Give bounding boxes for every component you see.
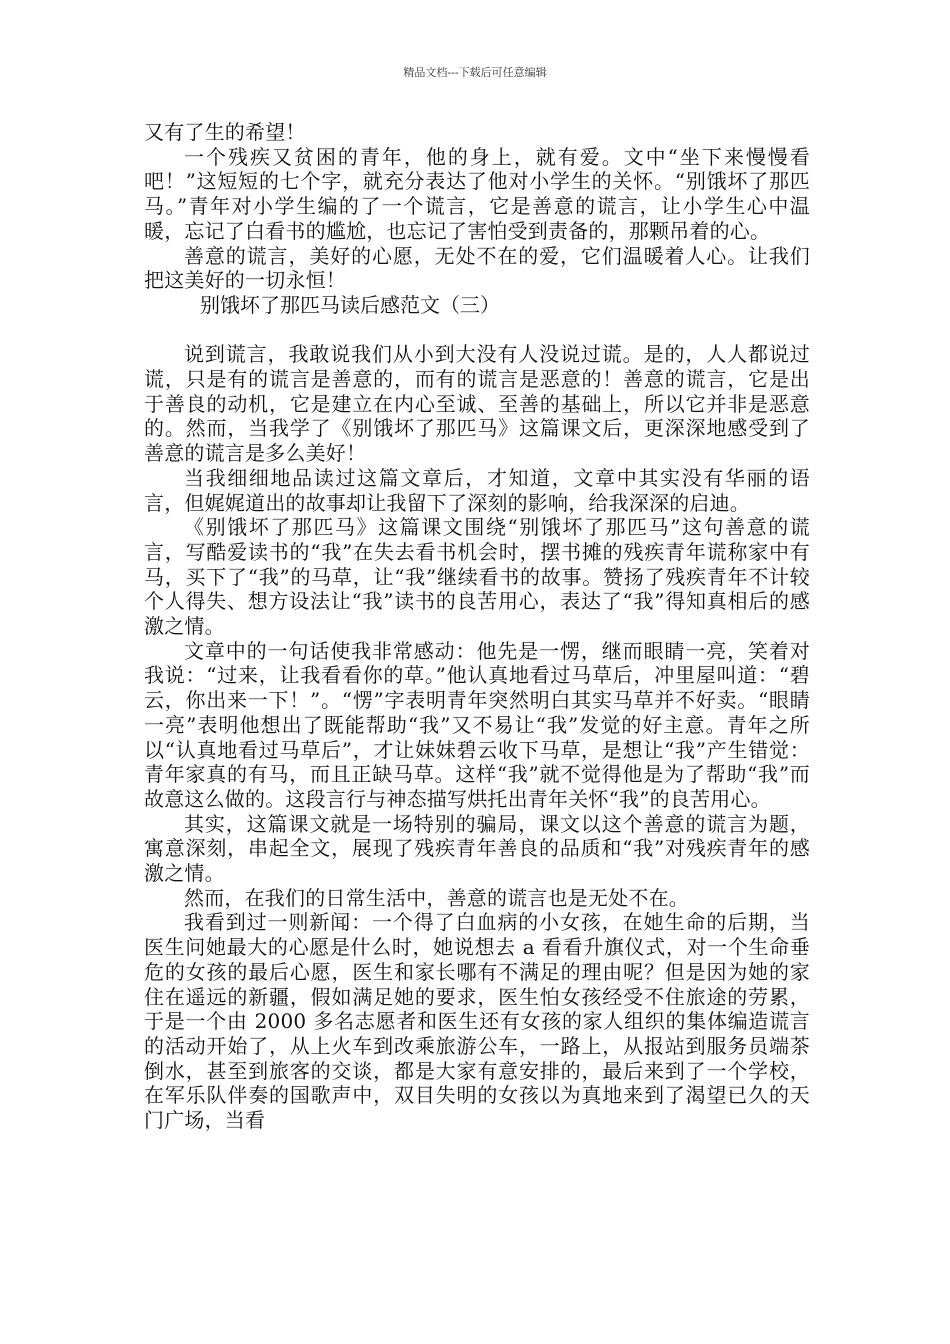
paragraph: 一个残疾又贫困的青年，他的身上，就有爱。文中“坐下来慢慢看吧！”这短短的七个字，就充分表达了他对小学生的关怀。“别饿坏了那匹马。”青年对小学生编的了一个谎言，它是善意的谎言，让小学生心中温暖，忘记了白看书的尴尬，也忘记了害怕受到责备的，那颗吊着的心。 [144,144,810,243]
paragraph: 当我细细地品读过这篇文章后，才知道，文章中其实没有华丽的语言，但娓娓道出的故事却让我留下了深刻的影响，给我深深的启迪。 [144,465,810,515]
paragraph: 其实，这篇课文就是一场特别的骗局，课文以这个善意的谎言为题，寓意深刻，串起全文，展现了残疾青年善良的品质和“我”对残疾青年的感激之情。 [144,811,810,886]
paragraph-continuation: 又有了生的希望！ [144,120,306,144]
paragraph: 说到谎言，我敢说我们从小到大没有人没说过谎。是的，人人都说过谎，只是有的谎言是善意的，而有的谎言是恶意的！善意的谎言，它是出于善良的动机，它是建立在内心至诚、至善的基础上，所以它并非是恶意的。然而，当我学了《别饿坏了那匹马》这篇课文后，更深深地感受到了善意的谎言是多么美好！ [144,342,810,466]
paragraph: 善意的谎言，美好的心愿，无处不在的爱，它们温暖着人心。让我们把这美好的一切永恒！ [144,243,810,293]
section-title: 别饿坏了那匹马读后感范文（三） [200,292,500,317]
blank-line [144,318,810,343]
paragraph: 《别饿坏了那匹马》这篇课文围绕“别饿坏了那匹马”这句善意的谎言，写酷爱读书的“我”在失去看书机会时，摆书摊的残疾青年谎称家中有马，买下了“我”的马草，让“我”继续看书的故事。赞扬了残疾青年不计较个人得失、想方设法让“我”读书的良苦用心，表达了“我”得知真相后的感激之情。 [144,515,810,639]
document-body [144,120,810,1133]
paragraph: 我看到过一则新闻：一个得了白血病的小女孩，在她生命的后期，当医生问她最大的心愿是什么时，她说想去 a 看看升旗仪式，对一个生命垂危的女孩的最后心愿，医生和家长哪有不满足的理由呢？但是因为她的家住在遥远的新疆，假如满足她的要求，医生怕女孩经受不住旅途的劳累，于是一个由 2000 多名志愿者和医生还有女孩的家人组织的集体编造谎言的活动开始了，从上火车到改乘旅游公车，一路上，从报站到服务员端茶倒水，甚至到旅客的交谈，都是大家有意安排的，最后来到了一个学校，在军乐队伴奏的国歌声中，双目失明的女孩以为真地来到了渴望已久的天门广场，当看 [144,910,810,1133]
paragraph: 然而，在我们的日常生活中，善意的谎言也是无处不在。 [184,885,689,910]
page-header: 精品文档---下载后可任意编辑 [403,66,547,79]
paragraph: 文章中的一句话使我非常感动：他先是一愣，继而眼睛一亮，笑着对我说：“过来，让我看看你的草。”他认真地看过马草后，冲里屋叫道：“碧云，你出来一下！”。“愣”字表明青年突然明白其实马草并不好卖。“眼睛一亮”表明他想出了既能帮助“我”又不易让“我”发觉的好主意。青年之所以“认真地看过马草后”，才让妹妹碧云收下马草，是想让“我”产生错觉：青年家真的有马，而且正缺马草。这样“我”就不觉得他是为了帮助“我”而故意这么做的。这段言行与神态描写烘托出青年关怀“我”的良苦用心。 [144,638,810,811]
